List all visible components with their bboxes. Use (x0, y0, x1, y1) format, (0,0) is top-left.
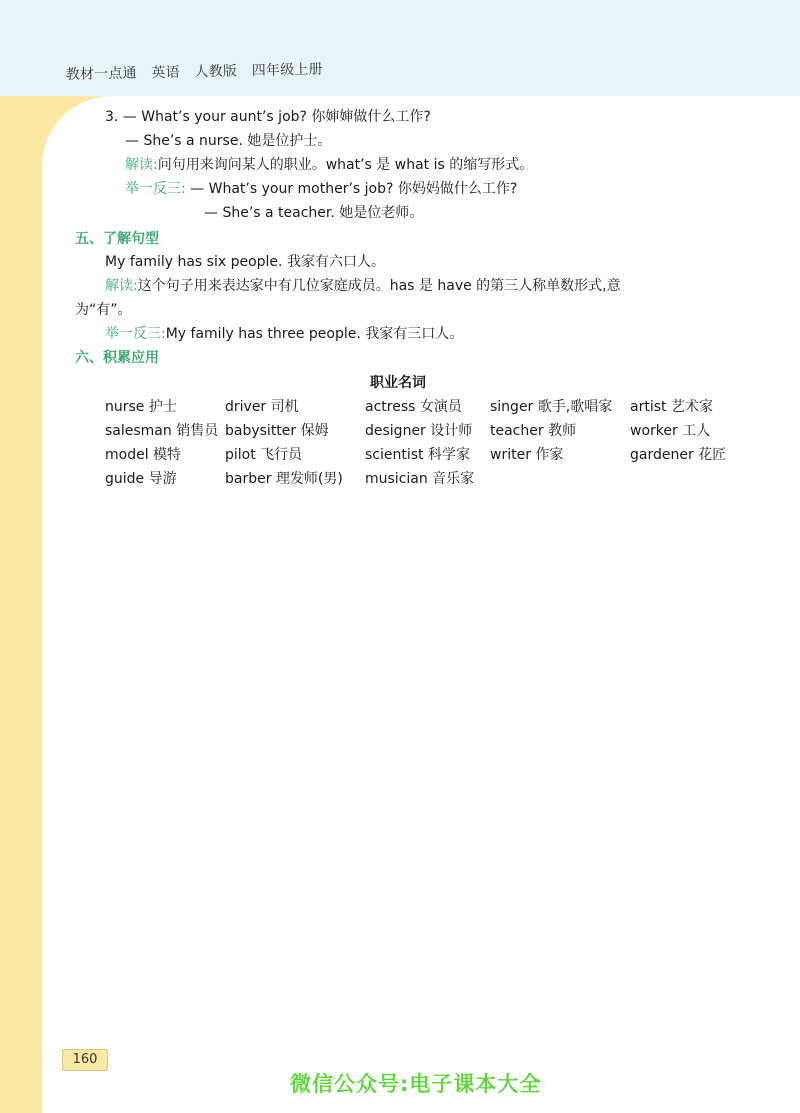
item3-answer: — She’s a nurse. 她是位护士。 (125, 133, 332, 149)
explain-text: 问句用来询问某人的职业。what’s 是 what is 的缩写形式。 (157, 157, 534, 173)
vocab-item: worker 工人 (630, 423, 711, 439)
section5-explain (105, 276, 621, 296)
vocab-item: barber 理发师(男) (225, 471, 343, 487)
section5-explain-cont: 为“有”。 (75, 302, 132, 318)
item3-explain (125, 155, 533, 175)
explain-label: 解读: (125, 157, 158, 173)
vocab-item: designer 设计师 (365, 423, 473, 439)
header-subject: 英语 (151, 64, 181, 82)
vocab-item: musician 音乐家 (365, 471, 475, 487)
vocab-item: salesman 销售员 (105, 423, 219, 439)
section5-heading: 五、了解句型 (75, 231, 159, 247)
explain-text-line1: 这个句子用来表达家中有几位家庭成员。has 是 have 的第三人称单数形式,意 (137, 278, 621, 294)
extend-text: My family has three people. 我家有三口人。 (165, 326, 464, 342)
watermark-text: 微信公众号:电子课本大全 (290, 1072, 542, 1096)
vocab-item: guide 导游 (105, 471, 177, 487)
item3-question: 3. — What’s your aunt’s job? 你婶婶做什么工作? (105, 109, 431, 125)
vocab-title: 职业名词 (370, 375, 426, 391)
vocab-item: artist 艺术家 (630, 399, 713, 415)
header-edition: 人教版 (194, 63, 238, 81)
extend-question: — What’s your mother’s job? 你妈妈做什么工作? (190, 181, 518, 197)
running-header (66, 58, 333, 84)
section5-sentence: My family has six people. 我家有六口人。 (105, 254, 385, 270)
section5-extend (105, 324, 463, 344)
extend-label: 举一反三: (125, 181, 186, 197)
vocab-item: teacher 教师 (490, 423, 577, 439)
section6-heading: 六、积累应用 (75, 350, 159, 366)
vocab-item: writer 作家 (490, 447, 564, 463)
extend-label: 举一反三: (105, 326, 166, 342)
vocab-item: model 模特 (105, 447, 182, 463)
vocab-item: nurse 护士 (105, 399, 177, 415)
vocab-item: scientist 科学家 (365, 447, 470, 463)
header-grade: 四年级上册 (251, 61, 323, 80)
page-number: 160 (62, 1049, 108, 1071)
vocab-item: gardener 花匠 (630, 447, 727, 463)
vocab-item: singer 歌手,歌唱家 (490, 399, 613, 415)
header-series: 教材一点通 (65, 65, 137, 84)
item3-extend (125, 179, 517, 199)
vocab-item: babysitter 保姆 (225, 423, 329, 439)
item3-extend-answer: — She’s a teacher. 她是位老师。 (204, 205, 424, 221)
vocab-item: driver 司机 (225, 399, 299, 415)
vocab-item: pilot 飞行员 (225, 447, 303, 463)
explain-label: 解读: (105, 278, 138, 294)
vocab-item: actress 女演员 (365, 399, 462, 415)
